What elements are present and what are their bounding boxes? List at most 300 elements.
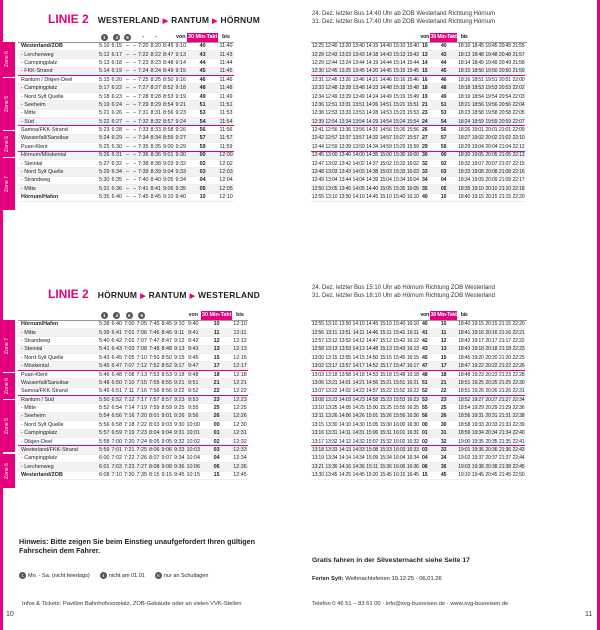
time-cell: 7:53 [149, 371, 160, 378]
time-cell: 7:24 [138, 68, 149, 75]
stop-name: Wasserfall/Sansibar [18, 379, 98, 387]
stop-name: - Mitte [18, 328, 98, 336]
time-cell: 15:11 [366, 463, 378, 470]
time-cell: 14:29 [366, 118, 379, 125]
time-cell: 15:17 [379, 363, 392, 370]
time-cell: 19:45 [471, 472, 484, 479]
time-cell: 8:53 [161, 371, 172, 378]
time-cell: 8:55 [161, 379, 172, 386]
time-cell: 9:22 [174, 388, 185, 395]
time-cell: 22 [201, 387, 232, 395]
table-row [18, 370, 248, 378]
time-cell: 9:04 [163, 169, 174, 176]
time-cell: 12:10 [233, 321, 247, 328]
time-cell: 21:16 [498, 329, 511, 336]
time-cell: 7:22 [138, 51, 149, 58]
table-row [18, 362, 248, 370]
time-cell: 7:13 [136, 371, 147, 378]
time-cell: – [133, 68, 136, 75]
time-cell: 12:22 [233, 388, 247, 395]
time-cell: 14:21 [352, 379, 365, 386]
time-cell: 9:23 [174, 396, 185, 403]
time-cell: 52 [420, 387, 430, 395]
time-cell: 7:22 [136, 421, 147, 428]
time-cell: 40 [420, 320, 430, 328]
time-cell: 7:00 [111, 438, 122, 445]
time-cell: 7:02 [124, 337, 135, 344]
time-cell: 15:07 [366, 438, 379, 445]
time-cell: 14:21 [366, 76, 379, 83]
time-cell: 8:01 [149, 413, 160, 420]
time-cell: 12:38 [311, 110, 324, 117]
time-cell: 16:15 [406, 354, 419, 361]
time-cell: 22:00 [512, 76, 525, 83]
time-cell: 40 [430, 42, 458, 50]
route-stop: HÖRNUM [220, 15, 260, 25]
time-cell: 19:01 [458, 447, 471, 454]
time-cell: 9:03 [161, 421, 172, 428]
time-cell: 7:05 [136, 321, 147, 328]
time-cell: 13:26 [325, 413, 338, 420]
time-cell: 20:18 [485, 346, 498, 353]
time-cell: 02 [187, 159, 218, 167]
time-cell: 12:58 [311, 346, 324, 353]
time-cell: 30 [430, 421, 458, 429]
time-cell: 8:49 [163, 68, 174, 75]
time-cell: 6:32 [111, 160, 122, 167]
time-cell: – [123, 59, 132, 67]
time-cell: 19:27 [471, 396, 484, 403]
time-cell: 16:06 [393, 463, 406, 470]
zone-marker: Zone 6 [0, 373, 15, 399]
time-cell: 21:04 [498, 143, 511, 150]
time-cell: 20:16 [485, 329, 498, 336]
time-cell: 8:24 [150, 68, 161, 75]
time-cell: 12:56 [325, 127, 338, 134]
time-cell: 05 [187, 185, 218, 193]
time-cell: 14:45 [366, 321, 379, 328]
time-cell: 7:33 [138, 127, 149, 134]
time-cell: 12:45 [311, 152, 324, 159]
time-cell: 14:16 [338, 463, 351, 470]
time-cell: 6:28 [111, 127, 122, 134]
time-cell: 15:40 [393, 194, 406, 201]
time-cell: 15:09 [366, 455, 379, 462]
time-cell: 18:48 [471, 51, 484, 58]
time-cell: 11:48 [219, 85, 233, 92]
time-cell: 32 [420, 159, 430, 167]
number-circle-icon: 6 [138, 312, 145, 319]
time-cell: 11:57 [219, 135, 233, 142]
time-cell: 20:22 [485, 363, 498, 370]
time-cell: 13:44 [338, 177, 351, 184]
time-cell: 6:54 [111, 405, 122, 412]
time-cell: 9:08 [161, 463, 172, 470]
time-cell: 5:24 [99, 135, 110, 142]
time-cell: 13:33 [338, 110, 351, 117]
time-cell: 8:54 [163, 101, 174, 108]
time-cell: 20:26 [485, 388, 498, 395]
time-cell: – [133, 51, 136, 58]
time-cell: – [133, 101, 136, 108]
time-cell: 7:31 [138, 110, 149, 117]
time-cell: 22:22 [512, 337, 525, 344]
header-cell [485, 311, 499, 320]
time-cell: 9:13 [174, 346, 185, 353]
time-cell: 6:42 [111, 337, 122, 344]
table-row [18, 446, 248, 454]
legend-text: nur an Schultagen [163, 573, 209, 579]
time-cell: 34 [420, 176, 430, 184]
time-cell: 16:04 [393, 455, 406, 462]
time-cell: 13:53 [352, 110, 365, 117]
time-cell: 13:34 [338, 118, 351, 125]
time-cell: 7:07 [136, 337, 147, 344]
time-cell: 8:53 [163, 93, 174, 100]
time-cell: 8:23 [150, 59, 161, 66]
time-cell: 22:09 [512, 127, 525, 134]
time-cell: 9:47 [186, 362, 202, 370]
time-cell: 16:02 [406, 160, 419, 167]
time-cell: 22:44 [512, 455, 525, 462]
time-cell: 49 [187, 92, 218, 100]
time-cell: 19:35 [471, 438, 484, 445]
table-row [311, 446, 527, 454]
time-cell: 14:30 [352, 421, 365, 428]
time-cell: 12:36 [311, 101, 324, 108]
legend-item [19, 572, 90, 579]
time-cell: 19:15 [471, 194, 484, 201]
table-row [18, 396, 248, 404]
time-cell: 9:21 [174, 379, 185, 386]
time-cell: 18:58 [471, 110, 484, 117]
header-cell [512, 33, 526, 42]
route-arrow-icon: ▶ [162, 18, 169, 25]
time-cell: – [123, 134, 132, 142]
table-row [311, 159, 527, 167]
time-cell: 13:21 [311, 463, 324, 470]
time-cell: 14:23 [366, 85, 379, 92]
time-cell: 13:02 [311, 363, 324, 370]
time-cell: 13:36 [325, 463, 338, 470]
time-cell: 12:25 [311, 43, 324, 50]
time-cell: 21:36 [498, 447, 511, 454]
time-cell: 12:31 [233, 430, 247, 437]
time-cell: 21:25 [498, 379, 511, 386]
time-cell: 12:26 [233, 413, 247, 420]
time-cell: 7:27 [136, 463, 147, 470]
time-cell: 20:27 [485, 396, 498, 403]
stop-name: - Campingplatz [18, 454, 98, 462]
time-cell: – [133, 76, 136, 83]
time-cell: 13:08 [311, 396, 324, 403]
stop-name: - Mitte [18, 109, 98, 117]
section2-title [48, 287, 260, 301]
time-cell: 19:02 [471, 135, 484, 142]
time-cell: 14:15 [352, 354, 365, 361]
time-cell: 6:34 [111, 169, 122, 176]
time-cell: 26 [420, 126, 430, 134]
time-cell: 15:40 [393, 321, 406, 328]
time-cell: 16:02 [393, 438, 406, 445]
time-cell: 7:08 [136, 346, 147, 353]
table-row [311, 185, 527, 193]
time-cell: 13:17 [311, 438, 324, 445]
time-cell: 7:26 [136, 455, 147, 462]
time-cell: 56 [430, 126, 458, 134]
time-cell: 20:15 [485, 194, 498, 201]
header-cell: 30 Min-Takt [430, 312, 457, 319]
time-cell: 21:01 [498, 127, 511, 134]
time-cell: 6:41 [111, 329, 122, 336]
table-row [311, 67, 527, 75]
time-cell: 8:04 [149, 430, 160, 437]
time-cell: 19:25 [471, 379, 484, 386]
table-row [18, 437, 248, 445]
time-cell: 14:44 [379, 59, 392, 66]
time-cell: 13:50 [338, 194, 351, 201]
time-cell: 5:52 [99, 405, 110, 412]
stop-name: Westerland/ZOB [18, 471, 98, 479]
time-cell: 13:40 [338, 152, 351, 159]
time-cell: 12 [201, 337, 232, 345]
time-cell: – [133, 93, 136, 100]
time-cell: 21:15 [498, 321, 511, 328]
header-cell: bis [457, 33, 471, 42]
time-cell: 7:15 [136, 379, 147, 386]
time-cell: 57 [430, 134, 458, 142]
section2-notes [312, 285, 495, 300]
time-cell: 5:46 [99, 371, 110, 378]
time-cell: 14:25 [338, 472, 351, 479]
time-cell: 16:03 [406, 169, 419, 176]
time-cell: 8:31 [150, 110, 161, 117]
time-cell: 14:40 [366, 185, 379, 192]
time-cell: 24 [420, 118, 430, 126]
time-cell: 5:15 [99, 76, 110, 83]
time-cell: – [123, 126, 132, 134]
time-cell: 16:25 [406, 405, 419, 412]
header-cell [406, 33, 420, 42]
time-cell: 15:13 [393, 51, 406, 58]
stop-name: - Süd [18, 118, 98, 126]
time-cell: 8:47 [161, 337, 172, 344]
stop-name: - Dikjen-Deel [18, 437, 98, 445]
time-cell: 13:52 [338, 337, 351, 344]
time-cell: 15:05 [379, 185, 392, 192]
time-cell: 15:32 [393, 160, 406, 167]
table-row [311, 454, 527, 462]
time-cell: 8:40 [150, 177, 161, 184]
time-cell: 15:18 [393, 85, 406, 92]
time-cell: 12:57 [325, 135, 338, 142]
time-cell: 04 [420, 454, 430, 462]
time-cell: 7:19 [124, 430, 135, 437]
time-cell: 13:54 [352, 118, 365, 125]
table-row [311, 437, 527, 445]
note: 24. Dez. letzter Bus 14:40 Uhr ab ZOB Westerland Richtung Hörnum [312, 11, 495, 17]
time-cell: 12:36 [233, 463, 247, 470]
time-cell: 31 [430, 429, 458, 437]
time-cell: 6:31 [111, 152, 122, 159]
time-cell: 12:13 [233, 346, 247, 353]
time-cell: 11:40 [219, 43, 233, 50]
time-cell: 5:39 [99, 329, 110, 336]
time-cell: 14:20 [366, 68, 379, 75]
time-cell: 15:34 [379, 455, 392, 462]
time-cell: 5:31 [99, 185, 110, 192]
time-cell: 12:55 [311, 194, 324, 201]
table-row [18, 421, 248, 429]
time-cell: 10:00 [186, 421, 200, 428]
table-row [18, 404, 248, 412]
time-cell: 13:07 [311, 388, 324, 395]
time-cell: 6:23 [111, 93, 122, 100]
time-cell: 9:15 [175, 68, 186, 75]
time-cell: 8:38 [150, 160, 161, 167]
time-cell: 19:20 [471, 354, 484, 361]
time-cell: 19:58 [485, 110, 498, 117]
time-cell: 21:31 [498, 413, 511, 420]
table-row [311, 151, 527, 159]
table-row [311, 471, 527, 479]
time-cell: 18 [430, 370, 458, 378]
time-cell: 18:32 [458, 160, 471, 167]
time-cell: 14:56 [379, 127, 392, 134]
time-cell: 44 [430, 59, 458, 67]
time-cell: 7:29 [138, 101, 149, 108]
time-cell: 14:36 [352, 463, 365, 470]
time-cell: 21 [201, 379, 232, 387]
time-cell: 5:43 [99, 354, 110, 361]
time-cell: 15:49 [406, 93, 419, 100]
time-cell: 00 [187, 151, 218, 159]
time-cell: 9:32 [175, 160, 186, 167]
time-cell: 15:22 [379, 388, 392, 395]
time-cell: 15:26 [393, 127, 406, 134]
time-cell: 45 [187, 67, 218, 75]
time-cell: 22:39 [512, 421, 525, 428]
time-cell: 14:01 [338, 379, 351, 386]
time-cell: 14:48 [379, 85, 392, 92]
time-cell: 14:58 [366, 396, 379, 403]
time-cell: 14:12 [352, 337, 365, 344]
time-cell: 22:20 [512, 194, 525, 201]
time-cell: 21:45 [498, 472, 511, 479]
time-cell: 8:52 [161, 363, 172, 370]
time-cell: 13:18 [311, 447, 324, 454]
time-cell: 14:50 [366, 354, 379, 361]
time-cell: – [133, 169, 136, 176]
time-cell: 33 [430, 446, 458, 454]
header-cell [498, 33, 512, 42]
time-cell: 21:22 [498, 363, 511, 370]
time-cell: 13:49 [352, 93, 365, 100]
time-cell: 18:47 [458, 363, 471, 370]
time-cell: 7:40 [138, 177, 149, 184]
time-cell: 12:18 [233, 371, 247, 378]
time-cell: 17 [201, 362, 232, 370]
time-cell: 9:16 [175, 76, 186, 83]
time-cell: 15:10 [379, 321, 392, 328]
time-cell: 14:15 [366, 43, 379, 50]
time-cell: 19:05 [471, 152, 484, 159]
header-cell [123, 311, 136, 320]
time-cell: 13:25 [338, 68, 351, 75]
time-cell: 9:13 [175, 51, 186, 58]
time-cell: 54 [187, 118, 218, 126]
time-cell: 06 [201, 463, 232, 471]
time-cell: 45 [430, 471, 458, 479]
time-cell: 6:48 [111, 371, 122, 378]
time-cell: 13:03 [325, 169, 338, 176]
route-stop: RANTUM [148, 290, 187, 300]
time-cell: 7:30 [124, 472, 135, 479]
time-cell: 23 [430, 396, 458, 404]
time-cell: – [123, 109, 132, 117]
time-cell: 57 [187, 134, 218, 142]
time-cell: 6:26 [111, 110, 122, 117]
time-cell: 16:11 [407, 329, 419, 336]
time-cell: 11 [201, 328, 232, 336]
time-cell: 12 [430, 337, 458, 345]
time-cell: 18:51 [458, 388, 471, 395]
time-cell: – [133, 85, 136, 92]
time-cell: 18:10 [458, 43, 471, 50]
time-cell: 9:21 [175, 101, 186, 108]
time-cell: 13:59 [352, 143, 365, 150]
time-cell: 7:35 [136, 472, 147, 479]
time-cell: 18:41 [458, 329, 471, 336]
header-cell [18, 311, 98, 320]
time-cell: 18:35 [458, 185, 471, 192]
time-cell: 14:23 [352, 396, 365, 403]
time-cell: 5:13 [99, 59, 110, 66]
time-cell: 10:15 [186, 472, 200, 479]
zone-marker: Zone 7 [0, 158, 15, 210]
table-row [18, 126, 234, 134]
time-cell: 6:40 [111, 194, 122, 201]
header-cell [392, 33, 406, 42]
time-cell: 8:57 [163, 118, 174, 125]
stop-name: - Lerchenweg [18, 50, 98, 58]
time-cell: 13:13 [325, 346, 338, 353]
time-cell: 13:29 [338, 93, 351, 100]
table-row [311, 168, 527, 176]
time-cell: 12:48 [311, 169, 324, 176]
time-cell: 7:25 [136, 447, 147, 454]
time-cell: 16 [420, 76, 430, 84]
time-cell: 21:37 [498, 455, 511, 462]
time-cell: 6:43 [111, 346, 122, 353]
time-cell: 15:23 [379, 396, 392, 403]
time-cell: 13:56 [352, 127, 365, 134]
time-cell: 5:29 [99, 169, 110, 176]
time-cell: 36 [430, 463, 458, 471]
time-cell: 02 [201, 437, 232, 445]
time-cell: 18:45 [458, 354, 471, 361]
table-row [18, 134, 234, 142]
time-cell: 54 [430, 118, 458, 126]
time-cell: 8:32 [150, 118, 161, 125]
time-cell: 9:19 [175, 93, 186, 100]
time-cell: 21:23 [498, 371, 511, 378]
time-cell: 10 [420, 42, 430, 50]
time-cell: 13:12 [325, 337, 338, 344]
time-cell: 14:19 [366, 59, 379, 66]
time-cell: 15:44 [406, 59, 419, 66]
time-cell: 16:30 [406, 421, 419, 428]
